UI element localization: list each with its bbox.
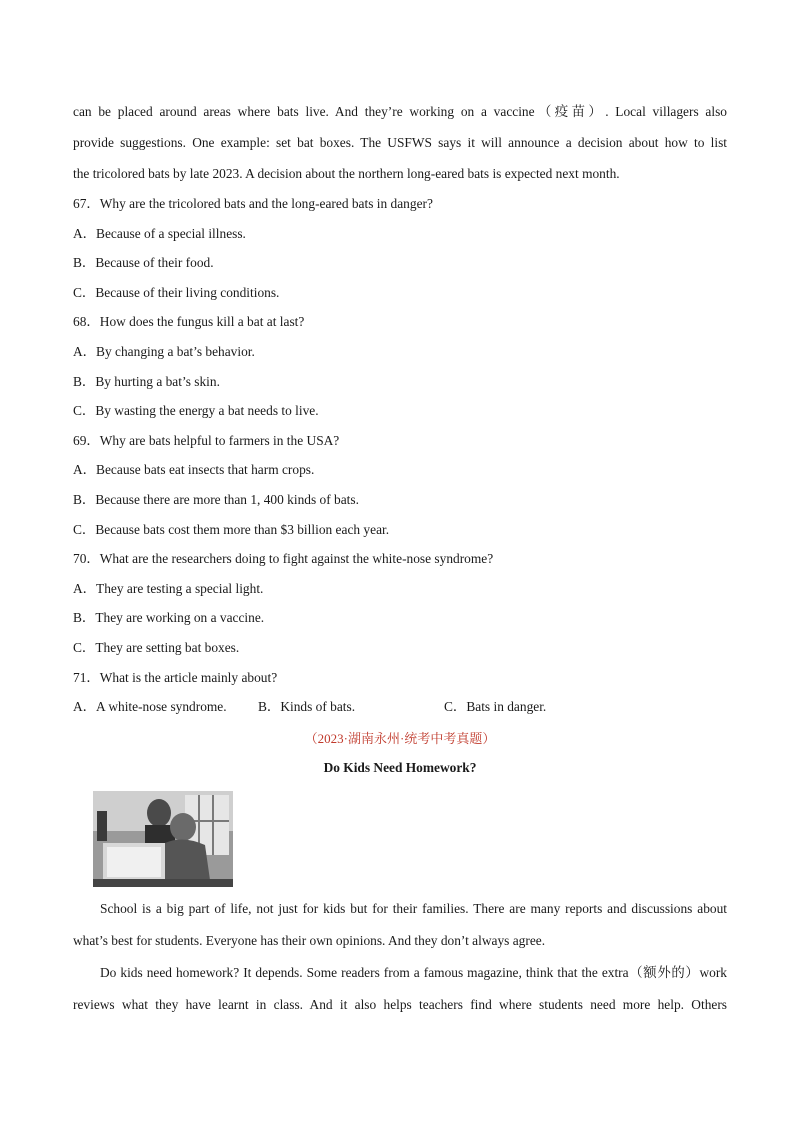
- option-c: C．Because of their living conditions.: [73, 284, 280, 300]
- option-b: B．Because there are more than 1, 400 kinds of bats.: [73, 491, 359, 507]
- passage-continuation: [73, 96, 727, 189]
- document-page: [73, 96, 727, 1021]
- question-stem: 70．What are the researchers doing to fight against the white-nose syndrome?: [73, 551, 494, 567]
- option-a: A．By changing a bat’s behavior.: [73, 343, 255, 359]
- option-b: B．Kinds of bats.: [258, 699, 356, 715]
- option-c: C．Because bats cost them more than $3 billion each year.: [73, 521, 390, 537]
- option-a: A．Because bats eat insects that harm crops.: [73, 462, 315, 478]
- option-b: B．By hurting a bat’s skin.: [73, 373, 220, 389]
- question-71: [73, 663, 727, 722]
- question-stem: 68．How does the fungus kill a bat at last?: [73, 314, 305, 330]
- question-67: [73, 189, 727, 307]
- article-paragraph: School is a big part of life, not just for kids but for their families. There are many reports and discussions about what’s best for students. Everyone has their own opinions. And they don’t always agree.: [73, 900, 727, 948]
- article-body: [73, 893, 727, 1021]
- option-c: C．By wasting the energy a bat needs to live.: [73, 403, 319, 419]
- option-a: A．Because of a special illness.: [73, 225, 246, 241]
- option-b: B．They are working on a vaccine.: [73, 610, 265, 626]
- options-row: [73, 692, 727, 722]
- question-stem: 69．Why are bats helpful to farmers in the USA?: [73, 432, 340, 448]
- option-a: A．A white-nose syndrome.: [73, 699, 227, 715]
- passage-line: the tricolored bats by late 2023. A decision about the northern long-eared bats is expected next month.: [73, 166, 620, 181]
- source-label: （2023·湖南永州·统考中考真题）: [304, 730, 496, 746]
- passage-line: can be placed around areas where bats live. And they’re working on a vaccine（疫苗）. Local villagers also: [73, 104, 727, 119]
- option-a: A．They are testing a special light.: [73, 580, 264, 596]
- option-c: C．Bats in danger.: [444, 699, 547, 715]
- passage-line: provide suggestions. One example: set bat boxes. The USFWS says it will announce a decision about how to list: [73, 135, 727, 150]
- question-69: [73, 426, 727, 544]
- article-photo: [93, 791, 233, 887]
- article-title: Do Kids Need Homework?: [323, 759, 477, 775]
- article-paragraph: Do kids need homework? It depends. Some readers from a famous magazine, think that the extra（额外的）work reviews what they have learnt in class. And it also helps teachers find where students need more help. Others: [73, 964, 727, 1012]
- question-stem: 71．What is the article mainly about?: [73, 669, 278, 685]
- question-70: [73, 544, 727, 662]
- question-stem: 67．Why are the tricolored bats and the long-eared bats in danger?: [73, 196, 433, 211]
- option-b: B．Because of their food.: [73, 255, 214, 271]
- option-c: C．They are setting bat boxes.: [73, 639, 240, 655]
- question-68: [73, 307, 727, 425]
